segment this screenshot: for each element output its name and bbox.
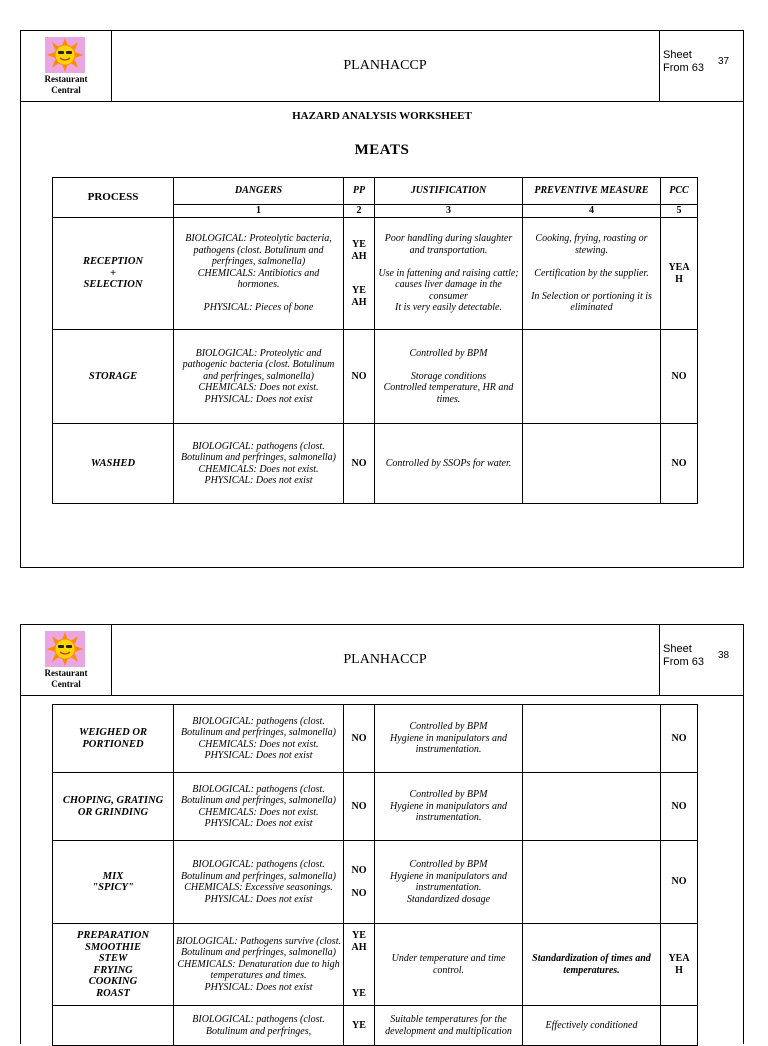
pp-line: NO (351, 887, 367, 899)
pp-line (346, 965, 372, 977)
table-body (53, 218, 698, 504)
process-line: CHOPING, GRATING (62, 795, 164, 806)
pp-line (346, 976, 372, 988)
col-number: 4 (523, 205, 661, 218)
justification-line (377, 359, 520, 371)
dangers-cell (174, 330, 344, 424)
justification-cell (375, 330, 523, 424)
logo (21, 31, 112, 101)
justification-line (377, 256, 520, 268)
logo-caption (21, 668, 111, 690)
justification-cell (375, 1006, 523, 1046)
process-line: WASHED (90, 457, 136, 469)
pcc-line: H (675, 273, 683, 285)
justification-line: Controlled by BPM (409, 721, 488, 733)
table-body (53, 705, 698, 1046)
col-number: 1 (174, 205, 344, 218)
page-title: PLANHACCP (343, 652, 427, 667)
process-line: PORTIONED (82, 738, 144, 750)
justification-line: Hygiene in manipulators and instrumentation. (390, 870, 507, 893)
pp-line (346, 953, 372, 965)
sun-logo-icon (45, 631, 85, 667)
dangers-cell (174, 424, 344, 504)
pp-line (346, 274, 372, 286)
dangers-line: CHEMICALS: Does not exist. (198, 806, 319, 818)
pp-cell (344, 218, 375, 330)
pp-cell (344, 924, 375, 1006)
preventive-line: Certification by the supplier. (534, 267, 649, 279)
pp-line: AH (351, 941, 367, 953)
preventive-cell (523, 705, 661, 773)
sheet-info (659, 31, 746, 101)
process-line: FRYING (93, 964, 133, 976)
pcc-line: NO (671, 457, 687, 469)
dangers-line: PHYSICAL: Pieces of bone (203, 302, 314, 314)
sheet-total: From 63 (663, 656, 704, 668)
dangers-line: BIOLOGICAL: pathogens (clost. Botulinum and perfringes, salmonella) (181, 859, 336, 882)
dangers-line: PHYSICAL: Does not exist (204, 818, 313, 829)
process-line: STEW (98, 953, 128, 964)
process-line: + (110, 267, 116, 279)
dangers-cell (174, 841, 344, 924)
preventive-cell (523, 330, 661, 424)
table-row (53, 705, 698, 773)
preventive-cell (523, 924, 661, 1006)
pcc-cell (661, 773, 698, 841)
process-line: SELECTION (83, 279, 143, 291)
dangers-line: BIOLOGICAL: Pathogens survive (clost. Botulinum and perfringes, salmonella) (176, 935, 341, 959)
pcc-line: YEA (668, 262, 690, 273)
dangers-line: CHEMICALS: Does not exist. (198, 382, 319, 394)
dangers-line: BIOLOGICAL: pathogens (clost. Botulinum and perfringes, salmonella) (181, 440, 336, 463)
preventive-line: Standardization of times and temperatures. (532, 953, 651, 976)
preventive-cell (523, 218, 661, 330)
justification-line: Poor handling during slaughter and transportation. (384, 233, 513, 256)
page-header (21, 625, 743, 696)
process-cell (53, 841, 174, 924)
logo-text: Restaurant (44, 668, 88, 678)
header-process: PROCESS (53, 178, 174, 218)
logo-caption (21, 74, 111, 96)
justification-line: Suitable temperatures for the development and multiplication (385, 1014, 512, 1037)
justification-cell (375, 773, 523, 841)
pp-line: NO (351, 457, 367, 469)
preventive-line (525, 256, 658, 268)
table-row (53, 773, 698, 841)
dangers-line: CHEMICALS: Antibiotics and hormones. (197, 267, 320, 291)
justification-line: Storage conditions (410, 370, 487, 382)
pp-line: YE (352, 239, 366, 250)
header-preventive: PREVENTIVE MEASURE (523, 178, 661, 205)
header-pp: PP (344, 178, 375, 205)
logo-text: Central (51, 679, 81, 689)
dangers-line: PHYSICAL: Does not exist (204, 981, 313, 993)
justification-line: Controlled by BPM (409, 347, 488, 359)
process-line: WEIGHED OR (79, 727, 147, 738)
justification-line: Controlled by SSOPs for water. (385, 457, 512, 469)
pcc-line: NO (671, 876, 687, 888)
pcc-line: NO (671, 800, 687, 812)
page-header (21, 31, 743, 102)
preventive-cell (523, 1006, 661, 1046)
logo (21, 625, 112, 695)
pcc-cell (661, 330, 698, 424)
justification-cell (375, 705, 523, 773)
pcc-line: NO (671, 732, 687, 744)
pp-cell (344, 841, 375, 924)
process-line: PREPARATION (76, 930, 150, 941)
header-pcc: PCC (661, 178, 698, 205)
justification-line: Hygiene in manipulators and instrumentation. (390, 800, 507, 824)
justification-line: Controlled temperature, HR and times. (383, 382, 514, 405)
dangers-cell (174, 1006, 344, 1046)
process-line: SMOOTHIE (84, 941, 141, 953)
dangers-line: CHEMICALS: Does not exist. (198, 738, 319, 750)
sheet-total: From 63 (663, 62, 704, 74)
dangers-line: PHYSICAL: Does not exist (204, 475, 313, 486)
pp-line (346, 876, 372, 888)
table-row (53, 1006, 698, 1046)
pcc-cell (661, 705, 698, 773)
pp-cell (344, 1006, 375, 1046)
pcc-line: YEA (668, 953, 690, 964)
dangers-line: BIOLOGICAL: pathogens (clost. Botulinum and perfringes, salmonella) (181, 715, 336, 738)
justification-line: Standardized dosage (406, 893, 491, 905)
preventive-line (525, 279, 658, 291)
logo-text: Restaurant (44, 74, 88, 84)
sheet-label: Sheet (663, 643, 692, 655)
logo-text: Central (51, 85, 81, 95)
process-line (55, 1020, 171, 1032)
dangers-line (176, 291, 341, 303)
preventive-cell (523, 424, 661, 504)
pcc-cell (661, 424, 698, 504)
process-line: OR GRINDING (77, 806, 149, 818)
process-cell (53, 1006, 174, 1046)
header-dangers: DANGERS (174, 178, 344, 205)
pp-line: NO (351, 864, 367, 876)
dangers-line: BIOLOGICAL: Proteolytic and pathogenic bacteria (clost. Botulinum and perfringes, salmonella) (182, 347, 335, 382)
justification-line: Use in fattening and raising cattle; causes liver damage in the consumer (378, 267, 519, 302)
justification-cell (375, 924, 523, 1006)
hazard-table (52, 177, 698, 504)
sheet-number: 37 (718, 56, 730, 67)
pcc-line (663, 1020, 695, 1032)
pp-line: YE (352, 1019, 366, 1031)
pp-line: YE (352, 930, 366, 941)
pp-line: AH (351, 250, 367, 262)
process-cell (53, 705, 174, 773)
pp-line: NO (351, 800, 367, 812)
table-row (53, 330, 698, 424)
process-cell (53, 218, 174, 330)
dangers-line: CHEMICALS: Does not exist. (198, 463, 319, 475)
pp-line: YE (352, 285, 366, 296)
dangers-line: BIOLOGICAL: pathogens (clost. Botulinum and perfringes, (192, 1014, 325, 1037)
dangers-line: BIOLOGICAL: Proteolytic bacteria, pathogens (clost. Botulinum and perfringes, salmonella) (185, 233, 332, 268)
dangers-line: PHYSICAL: Does not exist (204, 393, 313, 405)
col-number: 3 (375, 205, 523, 218)
pcc-cell (661, 218, 698, 330)
pp-line: NO (351, 732, 367, 744)
process-line: RECEPTION (82, 256, 144, 268)
justification-line: It is very easily detectable. (395, 302, 502, 314)
process-line: ROAST (96, 987, 130, 999)
justification-cell (375, 841, 523, 924)
preventive-cell (523, 773, 661, 841)
process-cell (53, 924, 174, 1006)
preventive-line: Effectively conditioned (545, 1019, 638, 1031)
pcc-line: H (675, 964, 683, 976)
pp-line: AH (351, 296, 367, 308)
dangers-line: PHYSICAL: Does not exist (204, 750, 313, 761)
justification-line: Controlled by BPM (409, 859, 488, 870)
pp-cell (344, 773, 375, 841)
process-line: "SPICY" (92, 882, 134, 893)
col-number: 5 (661, 205, 698, 218)
dangers-cell (174, 924, 344, 1006)
pcc-cell (661, 841, 698, 924)
page-title: PLANHACCP (343, 58, 427, 73)
process-line: STORAGE (88, 370, 138, 382)
sheet-label: Sheet (663, 49, 692, 61)
pp-line (346, 262, 372, 274)
justification-line: Under temperature and time control. (391, 953, 506, 976)
pcc-cell (661, 924, 698, 1006)
dangers-cell (174, 705, 344, 773)
dangers-line: CHEMICALS: Excessive seasonings. (184, 882, 333, 893)
pcc-cell (661, 1006, 698, 1046)
justification-line: Controlled by BPM (409, 789, 488, 801)
sheet-number: 38 (718, 650, 730, 661)
process-line: COOKING (88, 976, 138, 987)
dangers-line: PHYSICAL: Does not exist (204, 893, 313, 905)
process-line: MIX (102, 870, 124, 882)
dangers-cell (174, 773, 344, 841)
table-row (53, 218, 698, 330)
pp-line: NO (351, 370, 367, 382)
hazard-table (52, 704, 698, 1046)
process-cell (53, 330, 174, 424)
pp-cell (344, 424, 375, 504)
dangers-line: CHEMICALS: Denaturation due to high temperatures and times. (177, 958, 340, 982)
process-cell (53, 773, 174, 841)
table-row (53, 924, 698, 1006)
section-title: MEATS (354, 142, 410, 158)
col-number: 2 (344, 205, 375, 218)
dangers-line: BIOLOGICAL: pathogens (clost. Botulinum and perfringes, salmonella) (181, 783, 336, 806)
justification-cell (375, 218, 523, 330)
sun-logo-icon (45, 37, 85, 73)
pcc-line: NO (671, 370, 687, 382)
pp-line: YE (352, 987, 366, 999)
worksheet-title: HAZARD ANALYSIS WORKSHEET (292, 110, 472, 122)
process-cell (53, 424, 174, 504)
justification-cell (375, 424, 523, 504)
pp-cell (344, 330, 375, 424)
sheet-info (659, 625, 746, 695)
header-justification: JUSTIFICATION (375, 178, 523, 205)
preventive-cell (523, 841, 661, 924)
preventive-line: Cooking, frying, roasting or stewing. (535, 233, 648, 256)
table-row (53, 841, 698, 924)
preventive-line: In Selection or portioning it is eliminated (531, 290, 652, 314)
table-row (53, 424, 698, 504)
dangers-cell (174, 218, 344, 330)
table-header-row (53, 178, 698, 205)
pp-cell (344, 705, 375, 773)
justification-line: Hygiene in manipulators and instrumentation. (390, 732, 507, 756)
